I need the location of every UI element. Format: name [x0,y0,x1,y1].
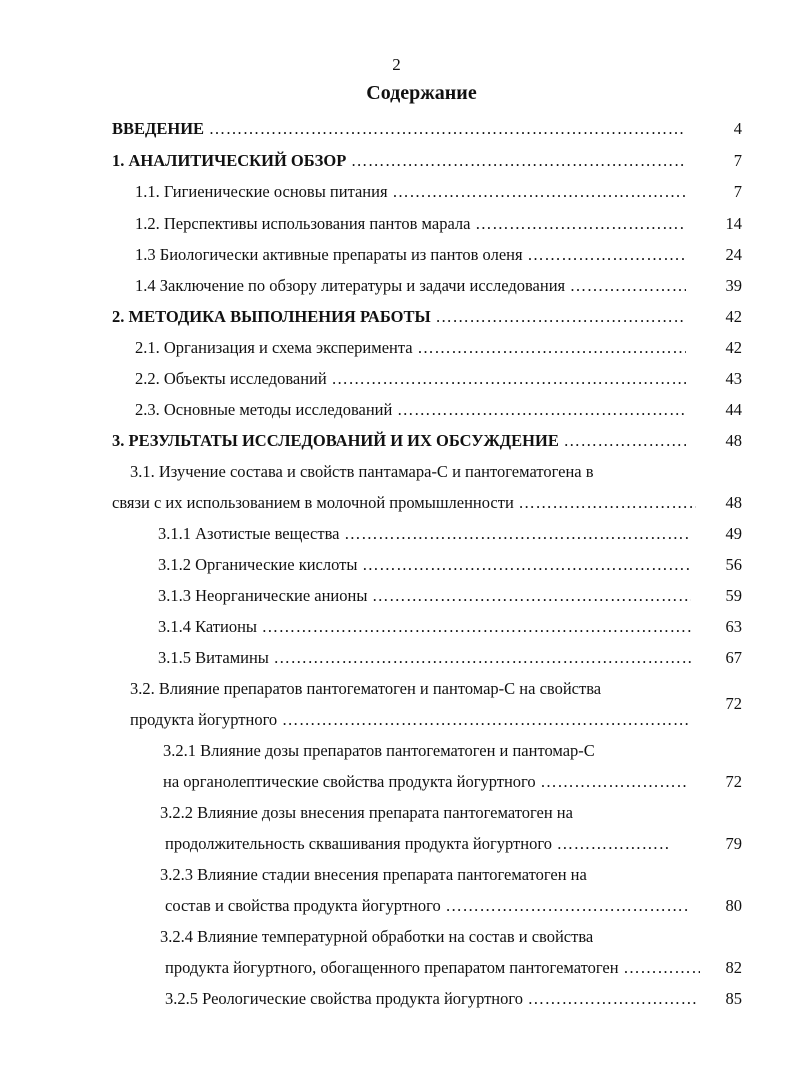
toc-entry-line1: 3.2.1 Влияние дозы препаратов пантогематоген и пантомар-С [163,741,595,760]
toc-entry-text: 1. АНАЛИТИЧЕСКИЙ ОБЗОР ……………………………………………………………………………………………………………………………………………………………… [112,151,686,171]
toc-entry-page: 7 [733,151,742,170]
toc-entry-page: 24 [725,245,742,264]
toc-entry-page: 14 [725,214,742,233]
toc-entry-page: 4 [733,119,742,138]
toc-entry-page: 42 [725,307,742,326]
toc-title: Содержание [366,82,477,104]
toc-entry-line1: 3.2.3 Влияние стадии внесения препарата пантогематоген на [160,865,587,884]
toc-entry-line1: 3.2. Влияние препаратов пантогематоген и пантомар-С на свойства [130,679,602,698]
toc-entry-text: 3.1.1 Азотистые вещества ……………………………………………………………………………………………………………………………………………………………… [158,524,691,544]
toc-entry-text: 3.1.4 Катионы ……………………………………………………………………………………………………………………………………………………………… [158,617,691,637]
toc-entry-page: 72 [725,694,742,713]
toc-entry-page: 63 [725,617,742,636]
toc-entry-page: 67 [725,648,742,667]
toc-entry-text: 3.1.3 Неорганические анионы ……………………………………………………………………………………………………………………………………………………………… [158,586,691,606]
toc-entry-page: 72 [725,772,742,791]
toc-entry-text: 2.3. Основные методы исследований ……………………………………………………………………………………………………………………………………………………………… [135,400,686,420]
toc-entry-text: 1.3 Биологически активные препараты из пантов оленя ……………………………………………………………………………………………………………………………………………………………… [135,245,686,265]
toc-entry-text: продукта йогуртного ……………………………………………………………………………………………………………………………………………………………… [130,710,690,730]
toc-entry-text: продолжительность сквашивания продукта йогуртного ……………………………………………………………………………………………………………………………………………………………… [165,834,668,854]
toc-entry-text: 1.1. Гигиенические основы питания ……………………………………………………………………………………………………………………………………………………………… [135,182,686,202]
toc-entry-text: связи с их использованием в молочной промышленности ……………………………………………………………………………………………………………………………………………………………… [112,493,696,513]
toc-entry-page: 44 [725,400,742,419]
toc-entry-page: 79 [725,834,742,853]
toc-entry-page: 80 [725,896,742,915]
toc-entry-line1: 3.2.4 Влияние температурной обработки на состав и свойства [160,927,594,946]
toc-entry-page: 48 [725,431,742,450]
toc-entry-text: 1.4 Заключение по обзору литературы и задачи исследования ……………………………………………………………………………………………………………………………………………………………… [135,276,686,296]
toc-entry-page: 48 [725,493,742,512]
toc-entry-text: 3.1.2 Органические кислоты ……………………………………………………………………………………………………………………………………………………………… [158,555,691,575]
toc-entry-page: 56 [725,555,742,574]
page-number: 2 [392,55,401,74]
toc-entry-text: на органолептические свойства продукта йогуртного ……………………………………………………………………………………………………………………………………………………………… [163,772,688,792]
toc-entry-page: 59 [725,586,742,605]
toc-entry-page: 7 [733,182,742,201]
toc-entry-text: 3.1.5 Витамины ……………………………………………………………………………………………………………………………………………………………… [158,648,691,668]
toc-entry-text: ВВЕДЕНИЕ ……………………………………………………………………………………………………………………………………………………………… [112,119,686,139]
toc-entry-text: продукта йогуртного, обогащенного препаратом пантогематоген ……………………………………………………………………………………………………………………………………………………………… [165,958,700,978]
toc-entry-line1: 3.2.2 Влияние дозы внесения препарата пантогематоген на [160,803,573,822]
toc-entry-line1: 3.1. Изучение состава и свойств пантамара-С и пантогематогена в [130,462,594,481]
toc-entry-text: 2.2. Объекты исследований ……………………………………………………………………………………………………………………………………………………………… [135,369,686,389]
toc-entry-text: 2. МЕТОДИКА ВЫПОЛНЕНИЯ РАБОТЫ ……………………………………………………………………………………………………………………………………………………………… [112,307,686,327]
toc-entry-page: 82 [725,958,742,977]
toc-entry-text: 3.2.5 Реологические свойства продукта йогуртного ……………………………………………………………………………………………………………………………………………………………… [165,989,697,1009]
toc-entry-text: состав и свойства продукта йогуртного ……………………………………………………………………………………………………………………………………………………………… [165,896,690,916]
toc-entry-page: 49 [725,524,742,543]
toc-entry-page: 42 [725,338,742,357]
toc-entry-page: 43 [725,369,742,388]
toc-entry-text: 1.2. Перспективы использования пантов марала ……………………………………………………………………………………………………………………………………………………………… [135,214,686,234]
toc-entry-text: 2.1. Организация и схема эксперимента ……………………………………………………………………………………………………………………………………………………………… [135,338,686,358]
toc-entry-text: 3. РЕЗУЛЬТАТЫ ИССЛЕДОВАНИЙ И ИХ ОБСУЖДЕНИЕ ……………………………………………………………………………………………………………………………………………………………… [112,431,686,451]
toc-entry-page: 85 [725,989,742,1008]
toc-entry-page: 39 [725,276,742,295]
